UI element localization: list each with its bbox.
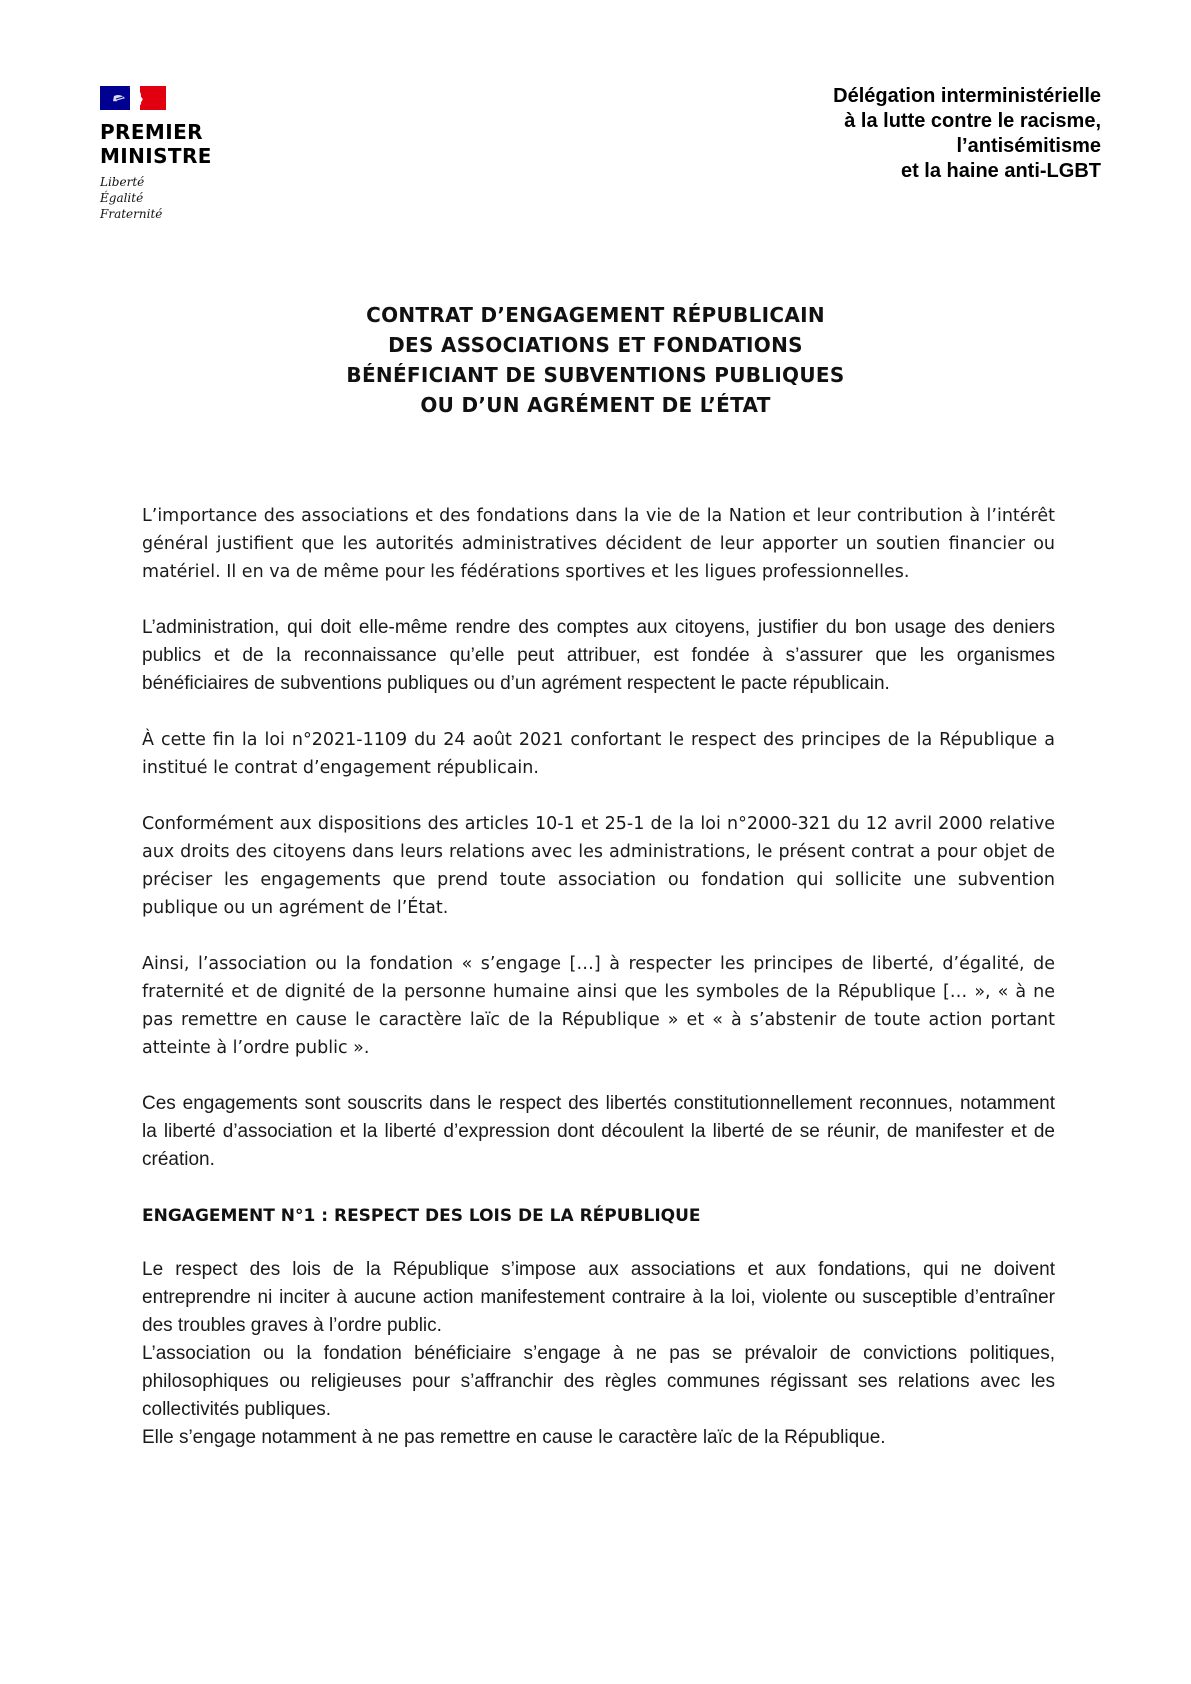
logo-title-line: MINISTRE	[100, 144, 212, 168]
paragraph-law-2021: À cette fin la loi n°2021-1109 du 24 août 2021 confortant le respect des principes de la République a institué le contrat d’engagement républicain.	[142, 730, 1055, 778]
premier-ministre-logo	[100, 86, 240, 222]
title-line: CONTRAT D’ENGAGEMENT RÉPUBLICAIN	[366, 303, 825, 327]
title-line: BÉNÉFICIANT DE SUBVENTIONS PUBLIQUES	[346, 363, 845, 387]
engagement-1-line: Le respect des lois de la République s’impose aux associations et aux fondations, qui ne doivent entreprendre ni inciter à aucune action manifestement contraire à la loi, violente ou susceptible d’entraîner des troubles graves à l’ordre public.	[142, 1259, 1055, 1336]
motto-line: Égalité	[100, 191, 144, 205]
organization-line: à la lutte contre le racisme,	[844, 110, 1101, 132]
logo-title-line: PREMIER	[100, 120, 203, 144]
document-title	[0, 300, 1191, 420]
paragraph-commitment-quote: Ainsi, l’association ou la fondation « s’engage […] à respecter les principes de liberté, d’égalité, de fraternité et de dignité de la personne humaine ainsi que les symboles de la République [… », « à ne pas remettre en cause le caractère laïc de la République » et « à s’abstenir de toute action portant atteinte à l’ordre public ».	[142, 954, 1055, 1058]
republic-motto	[100, 174, 240, 222]
engagement-1-heading: ENGAGEMENT N°1 : RESPECT DES LOIS DE LA RÉPUBLIQUE	[142, 1206, 701, 1226]
organization-line: l’antisémitisme	[956, 135, 1101, 157]
paragraph-law-2000: Conformément aux dispositions des articles 10-1 et 25-1 de la loi n°2000-321 du 12 avril 2000 relative aux droits des citoyens dans leurs relations avec les administrations, le présent contrat a pour objet de préciser les engagements que prend toute association ou fondation qui sollicite une subvention publique ou un agrément de l’État.	[142, 814, 1055, 918]
engagement-1-line: L’association ou la fondation bénéficiaire s’engage à ne pas se prévaloir de convictions politiques, philosophiques ou religieuses pour s’affranchir des règles communes régissant ses relations avec les collectivités publiques.	[142, 1343, 1055, 1420]
organization-name	[833, 84, 1101, 184]
organization-line: Délégation interministérielle	[833, 85, 1101, 107]
engagement-1-body	[142, 1256, 1055, 1452]
motto-line: Liberté	[100, 175, 145, 189]
logo-title	[100, 120, 240, 168]
paragraph-intro: L’importance des associations et des fondations dans la vie de la Nation et leur contribution à l’intérêt général justifient que les autorités administratives décident de leur apporter un soutien financier ou matériel. Il en va de même pour les fédérations sportives et les ligues professionnelles.	[142, 506, 1055, 582]
title-line: DES ASSOCIATIONS ET FONDATIONS	[388, 333, 803, 357]
engagement-1-line: Elle s’engage notamment à ne pas remettre en cause le caractère laïc de la République.	[142, 1427, 886, 1448]
document-body	[142, 502, 1055, 1452]
paragraph-administration: L’administration, qui doit elle-même rendre des comptes aux citoyens, justifier du bon usage des deniers publics et de la reconnaissance qu’elle peut attribuer, est fondée à s’assurer que les organismes bénéficiaires de subventions publiques ou d’un agrément respectent le pacte républicain.	[142, 617, 1055, 694]
paragraph-freedoms: Ces engagements sont souscrits dans le respect des libertés constitutionnellement reconnues, notamment la liberté d’association et la liberté d’expression dont découlent la liberté de se réunir, de manifester et de création.	[142, 1093, 1055, 1170]
marianne-flag-icon	[100, 86, 166, 110]
title-line: OU D’UN AGRÉMENT DE L’ÉTAT	[420, 393, 771, 417]
motto-line: Fraternité	[100, 207, 163, 221]
organization-line: et la haine anti-LGBT	[900, 160, 1101, 182]
